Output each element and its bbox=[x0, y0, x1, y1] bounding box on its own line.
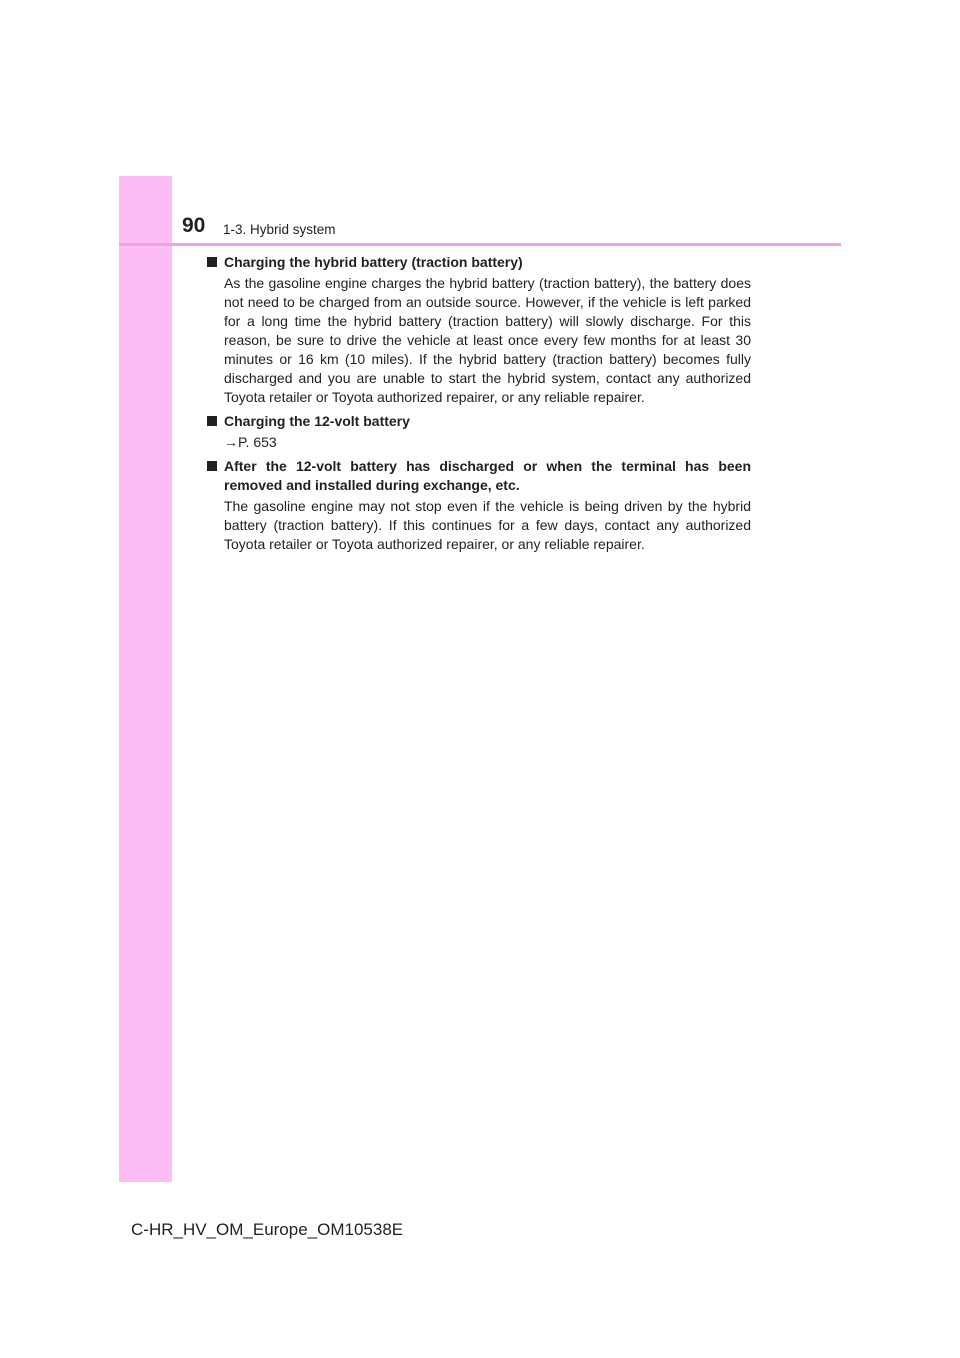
item-heading: Charging the 12-volt battery bbox=[224, 413, 410, 429]
square-bullet-icon bbox=[207, 257, 217, 267]
item-heading: Charging the hybrid battery (traction battery) bbox=[224, 254, 523, 270]
square-bullet-icon bbox=[207, 461, 217, 471]
page-number: 90 bbox=[182, 214, 206, 237]
list-item bbox=[207, 253, 751, 407]
page-content bbox=[207, 253, 751, 559]
section-title: 1-3. Hybrid system bbox=[223, 222, 336, 237]
arrow-right-icon: → bbox=[224, 434, 238, 450]
page-reference[interactable] bbox=[224, 433, 751, 452]
list-item bbox=[207, 412, 751, 452]
item-body: As the gasoline engine charges the hybrid battery (traction battery), the battery does not need to be charged from an outside source. However, if the vehicle is left parked for a long time the hybrid battery (traction battery) will slowly discharge. For this reason, be sure to drive the vehicle at least once every few months for at least 30 minutes or 16 km (10 miles). If the hybrid battery (traction battery) becomes fully discharged and you are unable to start the hybrid system, contact any authorized Toyota retailer or Toyota authorized repairer, or any reliable repairer. bbox=[224, 275, 751, 405]
item-heading: After the 12-volt battery has discharged or when the terminal has been removed and installed during exchange, etc. bbox=[224, 458, 751, 493]
list-item bbox=[207, 457, 751, 554]
square-bullet-icon bbox=[207, 416, 217, 426]
document-code: C-HR_HV_OM_Europe_OM10538E bbox=[131, 1220, 404, 1239]
page-reference-text: P. 653 bbox=[238, 434, 277, 450]
item-body: The gasoline engine may not stop even if the vehicle is being driven by the hybrid battery (traction battery). If this continues for a few days, contact any authorized Toyota retailer or Toyota authorized repairer, or any reliable repairer. bbox=[224, 498, 751, 552]
sidebar-tab bbox=[119, 176, 172, 1182]
header-rule bbox=[119, 243, 841, 246]
